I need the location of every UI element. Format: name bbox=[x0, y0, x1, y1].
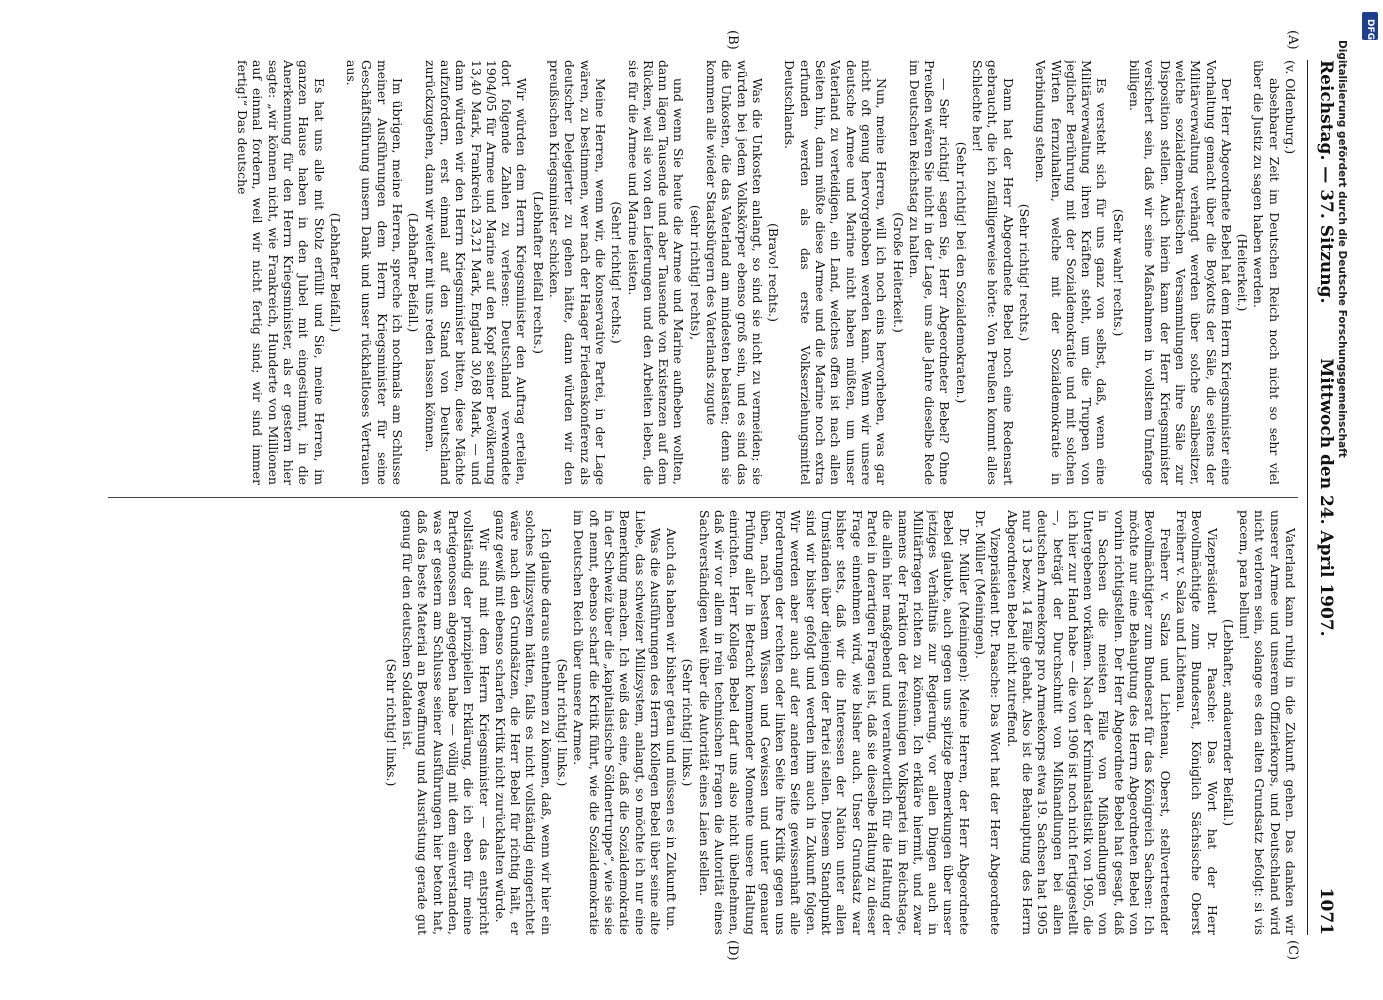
paragraph: Was die Ausführungen des Herrn Kollegen Bebel über seine alte Liebe, das schweizer Milizsystem, anlangt, so möchte ich nur eine Bemerkung machen. Ich weiß das eine, daß die Sozialdemokratie in der Schweiz über die „kapitalistische Söldnertruppe“, wie sie sie oft nennt, ebenso scharf die Kritik führt, wie die Sozialdemokratie im Deutschen Reich über unsere Armee. bbox=[571, 510, 663, 935]
paragraph: Freiherr v. Salza und Lichtenau, Oberst, stellvertretender Bevollmächtigter zum Bundesrat für das Königreich Sachsen: Ich möchte nur eine Behauptung des Herrn Abgeordneten Bebel von vorhin richtigstellen. Der Herr Abgeordnete Bebel hat gesagt, daß in Sachsen die meisten Fälle von Mißhandlungen von Untergebenen vorkämen. Nach der Kriminalstatistik von 1905, die ich hier zur Hand habe — die von 1906 ist noch nicht fertiggestellt —, beträgt der Durchschnitt von Mißhandlungen bei allen deutschen Armeekorps pro Armeekorps etwa 19. Sachsen hat 1905 nur 13 bezw. 14 Fälle gehabt. Also ist die Behauptung des Herrn Abgeordneten Bebel nicht zutreffend. bbox=[1004, 510, 1173, 935]
paragraph: Es versteht sich für uns ganz von selbst, daß, wenn eine Militärverwaltung ihren Kräften steht, um die Truppen von jeglicher Berührung mit der Sozialdemokratie und mit solchen Wirten fernzuhalten, welche mit der Sozialdemokratie in Verbindung stehen. bbox=[1033, 60, 1110, 485]
dfg-logo: DFG bbox=[1362, 12, 1378, 40]
paragraph: — Sehr richtig! sagen Sie, Herr Abgeordneter Bebel? Ohne Preußen wären Sie nicht in der Lage, uns alle Jahre dieselbe Rede im Deutschen Reichstag zu halten. bbox=[906, 60, 953, 485]
paragraph: Der Herr Abgeordnete Bebel hat dem Herrn Kriegsminister eine Vorhaltung gemacht über die Boykotts der Säle, die seitens der Militärverwaltung verhängt werden über solche Saalbesitzer, welche sozialdemokratischen Versammlungen ihre Säle zur Disposition stellen. Auch hierin kann der Herr Kriegsminister versichert sein, daß wir seine Maßnahmen in vollstem Umfange billigen. bbox=[1127, 60, 1234, 485]
rotated-page bbox=[90, 30, 1340, 961]
paragraph: Ich glaube daraus entnehmen zu können, daß, wenn wir hier ein solches Milizsystem hätten, falls es nicht vollständig eingerichtet wäre nach den Grundsätzen, die Herr Bebel für richtig hält, er ganz gewiß mit ebenso scharfen Kritik nicht zurückhalten würde. bbox=[492, 510, 554, 935]
paragraph: (Sehr richtig! links.) bbox=[383, 658, 399, 787]
paragraph: (Große Heiterkeit.) bbox=[890, 212, 906, 333]
header-page-number: 1071 bbox=[1316, 887, 1336, 935]
paragraph: Dann hat der Herr Abgeordnete Bebel noch eine Redensart gebraucht, die ich zufälligerweise hörte: Von Preußen kommt alles Schlechte her! bbox=[970, 60, 1016, 485]
paragraph: (Lebhafter Beifall.) bbox=[327, 212, 343, 333]
paragraph: Vaterland kann ruhig in die Zukunft gehen. Das danken wir unserer Armee und unserem Offizierkorps, und Deutschland wird nicht verloren sein, solange es den alten Grundsatz befolgt: si vis pacem, para bellum! bbox=[1237, 510, 1298, 935]
paragraph: (Sehr richtig! bei den Sozialdemokraten.) bbox=[953, 141, 969, 404]
paragraph: (Sehr! richtig! rechts.) bbox=[609, 201, 625, 344]
margin-marker-d: (D) bbox=[725, 940, 740, 961]
paragraph: Wir sind mit dem Herrn Kriegsminister — das entspricht vollständig der prinzipiellen Erklärung, die ich eben für meine Parteigenossen abgegeben habe — völlig mit dem einverstanden, was er gestern am Schlusse seiner Ausführungen hier betont hat, daß das beste Material an Bewaffnung und Ausrüstung gerade gut genug für den deutschen Soldaten ist. bbox=[400, 510, 492, 935]
paragraph: Auch das haben wir bisher getan und müssen es in Zukunft tun. bbox=[664, 528, 680, 931]
paragraph: (Sehr richtig! links.) bbox=[680, 658, 696, 787]
margin-marker-c: (C) bbox=[1285, 940, 1300, 961]
paragraph: Es hat uns alle mit Stolz erfüllt und Sie, meine Herren, im ganzen Hause haben in den Jubel mit eingestimmt, in die Anerkennung für den Herrn Kriegsminister, als er gestern hier sagte: „wir können nicht, wie Frankreich, Hunderte von Millionen auf einmal fordern, weil wir nicht fertig sind; wir sind immer fertig!“ Das deutsche bbox=[235, 60, 327, 485]
paragraph: (Lebhafter Beifall.) bbox=[406, 212, 422, 333]
paragraph: Vizepräsident Dr. Paasche: Das Wort hat der Herr Bevollmächtigte zum Bundesrat, Königlich Sächsische Oberst Freiherr v. Salza und Lichtenau. bbox=[1173, 510, 1220, 935]
paragraph: (Lebhafter, andauernder Beifall.) bbox=[1220, 618, 1236, 827]
header-session: Reichstag. — 37. Sitzung. bbox=[1316, 60, 1336, 304]
paragraph: (sehr richtig! rechts), bbox=[687, 204, 703, 341]
paragraph: (Bravo! rechts.) bbox=[766, 223, 782, 322]
left-column bbox=[108, 60, 1298, 485]
paragraph: Wir würden dem Herrn Kriegsminister den Auftrag erteilen, dort folgende Zahlen zu verlesen: Deutschland verwendete 1904/05 für Armee und Marine auf den Kopf seiner Bevölkerung 13,40 Mark, Frankreich 23,21 Mark, England 30,68 Mark, — und dann würden wir den Herrn Kriegsminister bitten, diese Mächte aufzufordern, erst einmal auf den Stand von Deutschland zurückzugehen, dann wir weiter mit uns reden lassen können. bbox=[422, 60, 530, 485]
paragraph: (v. Oldenburg.) bbox=[1283, 60, 1298, 155]
header-date: Mittwoch den 24. April 1907. bbox=[1316, 358, 1336, 637]
paragraph: (Heiterkeit.) bbox=[1235, 233, 1251, 312]
paragraph: absehbarer Zeit im Deutschen Reich noch nicht so sehr viel über die Justiz zu sagen haben werden. bbox=[1251, 60, 1282, 485]
paragraph: (Sehr richtig! rechts.) bbox=[1016, 203, 1032, 342]
paragraph: Dr. Müller (Meiningen): Meine Herren, der Herr Abgeordnete Bebel glaubte, auch gegen uns spitzige Bemerkungen über unser jetziges Verhältnis zur Regierung, vor allen Dingen auch in Militärfragen richten zu können. Ich erkläre hiermit, und zwar namens der Fraktion der freisinnigen Volkspartei im Reichstage, die allein hier maßgebend und verantwortlich für die Haltung der Partei in derartigen Fragen ist, daß sie dieselbe Haltung zu dieser Frage einnehmen wird, wie bisher auch. Unser Grundsatz war bisher stets, daß wir die Interessen der Nation unter allen Umständen über diejenigen der Partei stellen. Diesem Standpunkt sind wir bisher gefolgt und werden ihm auch in Zukunft folgen. Wir werden aber auch auf der anderen Seite gewissenhaft alle Forderungen der rechten oder linken Seite ihre Kritik gegen uns üben, nach bestem Wissen und Gewissen und unter genauer Prüfung aller in Betracht kommender Momente unsere Haltung einrichten. Herr Kollega Bebel darf uns also nicht übelnehmen, daß wir vor allem in rein technischen Fragen die Autorität eines Sachverständigen weit über die Autorität eines Laien stellen. bbox=[696, 510, 972, 935]
paragraph: Vizepräsident Dr. Paasche: Das Wort hat der Herr Abgeordnete Dr. Müller (Meiningen). bbox=[973, 510, 1004, 935]
paragraph: und wenn Sie heute die Armee und Marine aufheben wollten, dann lägen Tausende und aber Tausende von Existenzen auf dem Rücken, weil sie von den Lieferungen und den Arbeiten leben, die sie für die Armee und Marine leisten. bbox=[625, 60, 687, 485]
paragraph: (Sehr wahr! rechts.) bbox=[1110, 208, 1126, 337]
paragraph: (Lebhafter Beifall rechts.) bbox=[530, 191, 546, 354]
column-divider bbox=[108, 497, 1298, 498]
margin-marker-a: (A) bbox=[1285, 30, 1300, 50]
digitization-credit: Digitalisierung gefördert durch die Deutsche Forschungsgemeinschaft bbox=[1336, 40, 1348, 458]
right-column bbox=[108, 510, 1298, 935]
paragraph: Im übrigen, meine Herren, spreche ich nochmals am Schlusse meiner Ausführungen dem Herrn Kriegsminister für seine Geschäftsführung unsern Dank und unser rückhaltloses Vertrauen aus. bbox=[344, 60, 406, 485]
paragraph: Meine Herren, wenn wir, die konservative Partei, in der Lage wären, zu bestimmen, wer nach der Haager Friedenskonferenz als deutscher Delegierter zu gehen hätte, dann würden wir den preußischen Kriegsminister schicken. bbox=[547, 60, 608, 485]
paragraph: Was die Unkosten anlangt, so sind sie nicht zu vermeiden; sie würden bei jedem Volkskörper ebenso groß sein, und es sind das die Unkosten, die das Vaterland am mindesten belasten; denn sie kommen alle wieder Staatsbürgern des Vaterlands zugute bbox=[704, 60, 765, 485]
paragraph: Nun, meine Herren, will ich noch eins hervorheben, was gar nicht oft genug hervorgehoben werden kann. Wenn wir unsere deutsche Armee und Marine nicht haben müßten, um unser Vaterland zu verteidigen, ein Land, welches offen ist nach allen Seiten hin, dann müßte diese Armee und die Marine noch extra erfunden werden als das erste Volkserziehungsmittel Deutschlands. bbox=[782, 60, 890, 485]
margin-marker-b: (B) bbox=[725, 30, 740, 50]
paragraph: (Sehr richtig! links.) bbox=[555, 658, 571, 787]
